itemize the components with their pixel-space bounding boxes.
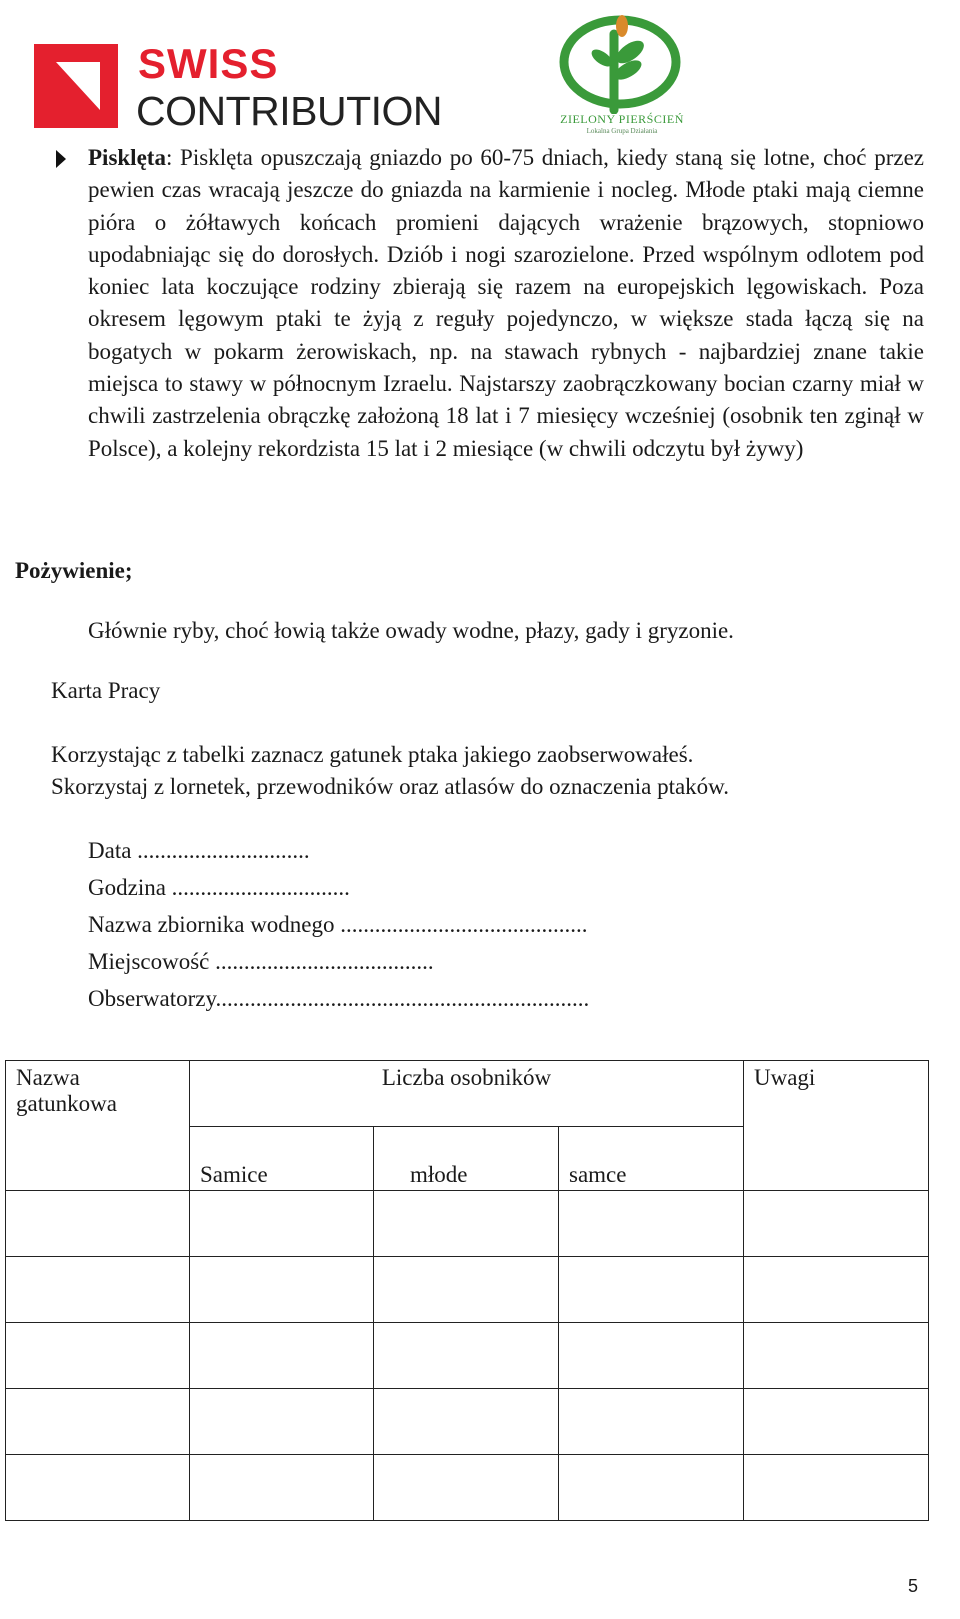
page-number: 5 (908, 1576, 919, 1596)
header-species-label: Nazwa gatunkowa (16, 1065, 117, 1116)
table-cell[interactable] (374, 1455, 559, 1521)
table-cell[interactable] (190, 1191, 374, 1257)
subheader-females-label: Samice (200, 1162, 268, 1187)
subheader-males (559, 1127, 744, 1191)
table-row (6, 1389, 929, 1455)
subheader-females (190, 1127, 374, 1191)
contribution-logo-text: CONTRIBUTION (136, 88, 443, 134)
table-cell[interactable] (559, 1323, 744, 1389)
water-body-field[interactable]: Nazwa zbiornika wodnego ........................................... (88, 912, 588, 937)
swiss-logo-mark (34, 44, 118, 128)
table-cell[interactable] (744, 1191, 929, 1257)
swiss-logo-text: SWISS (138, 40, 279, 87)
location-field[interactable]: Miejscowość ...................................... (88, 949, 434, 974)
table-cell[interactable] (6, 1389, 190, 1455)
header-count (190, 1061, 744, 1127)
table-cell[interactable] (190, 1323, 374, 1389)
header-notes-label: Uwagi (754, 1065, 816, 1090)
observation-table (5, 1060, 929, 1521)
observers-field[interactable]: Obserwatorzy................................................................. (88, 986, 590, 1011)
bullet-arrow-icon (56, 150, 66, 168)
header-species (6, 1061, 190, 1191)
subheader-males-label: samce (569, 1162, 627, 1187)
swiss-logo-flag-icon (34, 44, 118, 128)
subheader-young (374, 1127, 559, 1191)
table-cell[interactable] (374, 1257, 559, 1323)
diet-text: Głównie ryby, choć łowią także owady wodne, płazy, gady i gryzonie. (88, 618, 734, 643)
table-cell[interactable] (190, 1389, 374, 1455)
table-row (6, 1455, 929, 1521)
worksheet-instruction-line-2: Skorzystaj z lornetek, przewodników oraz atlasów do oznaczenia ptaków. (51, 774, 730, 799)
table-cell[interactable] (744, 1455, 929, 1521)
zielony-pierscien-logo-subtext: Lokalna Grupa Działania (586, 127, 658, 135)
table-row (6, 1323, 929, 1389)
time-field[interactable]: Godzina ............................... (88, 875, 350, 900)
table-row (6, 1191, 929, 1257)
table-cell[interactable] (744, 1389, 929, 1455)
zielony-pierscien-logo (556, 10, 688, 138)
table-cell[interactable] (190, 1455, 374, 1521)
swiss-contribution-logo (34, 40, 454, 136)
table-cell[interactable] (6, 1323, 190, 1389)
table-cell[interactable] (559, 1257, 744, 1323)
table-cell[interactable] (559, 1455, 744, 1521)
table-row (6, 1257, 929, 1323)
date-field[interactable]: Data .............................. (88, 838, 310, 863)
table-cell[interactable] (6, 1257, 190, 1323)
table-cell[interactable] (374, 1323, 559, 1389)
header-count-label: Liczba osobników (381, 1065, 552, 1090)
table-cell[interactable] (6, 1191, 190, 1257)
table-cell[interactable] (190, 1257, 374, 1323)
worksheet-instruction-line-1: Korzystając z tabelki zaznacz gatunek ptaka jakiego zaobserwowałeś. (51, 742, 694, 767)
table-cell[interactable] (559, 1389, 744, 1455)
table-cell[interactable] (559, 1191, 744, 1257)
green-ring-leaf-icon (556, 10, 688, 114)
table-cell[interactable] (744, 1257, 929, 1323)
zielony-pierscien-logo-text: ZIELONY PIERŚCIEŃ (560, 112, 684, 126)
chicks-paragraph (88, 142, 924, 465)
chicks-label: Pisklęta (88, 145, 166, 170)
diet-heading: Pożywienie; (15, 558, 133, 583)
chicks-text: : Pisklęta opuszczają gniazdo po 60-75 dniach, kiedy staną się lotne, choć przez pewien czas wracają jeszcze do gniazda na karmienie i nocleg. Młode ptaki mają ciemne pióra o żółtawych końcach promieni dających wrażenie brązowych, stopniowo upodabniając się do dorosłych. Dziób i nogi szarozielone. Przed wspólnym odlotem pod koniec lata koczujące rodziny zbierają się razem na europejskich lęgowiskach. Poza okresem lęgowym ptaki te żyją z reguły pojedynczo, w większe stada łączą się na bogatych w pokarm żerowiskach, np. na stawach rybnych - najbardziej znane takie miejsca to stawy w północnym Izraelu. Najstarszy zaobrączkowany bocian czarny miał w chwili zastrzelenia obrączkę założoną 18 lat i 7 miesięcy wcześniej (osobnik ten zginął w Polsce), a kolejny rekordzista 15 lat i 2 miesiące (w chwili odczytu był żywy) (88, 145, 924, 461)
subheader-young-label: młode (410, 1162, 468, 1187)
table-cell[interactable] (374, 1389, 559, 1455)
table-cell[interactable] (744, 1323, 929, 1389)
header-notes (744, 1061, 929, 1191)
worksheet-title: Karta Pracy (51, 678, 161, 703)
table-cell[interactable] (6, 1455, 190, 1521)
table-cell[interactable] (374, 1191, 559, 1257)
